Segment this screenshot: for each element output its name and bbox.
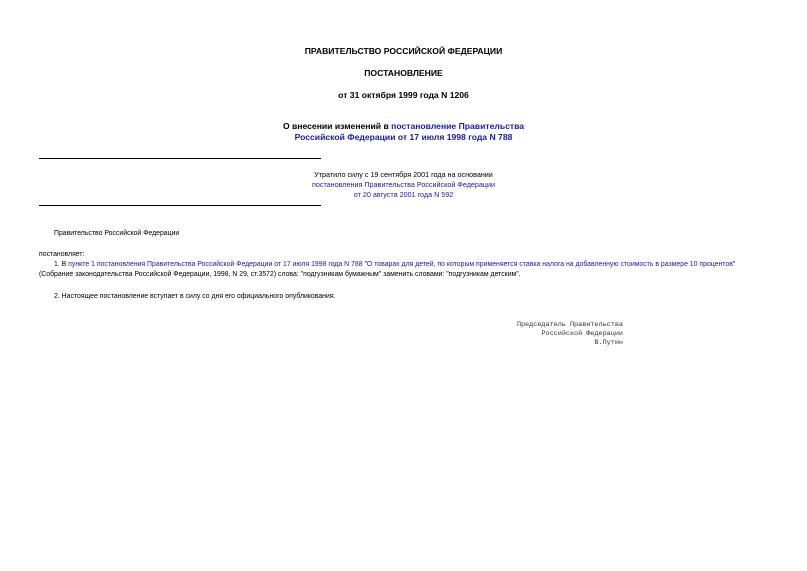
- title-prefix: О внесении изменений в: [282, 121, 392, 131]
- repeal-link-resolution-592[interactable]: постановления Правительства Российской Федерации: [311, 180, 496, 189]
- document-type-heading: ПОСТАНОВЛЕНИЕ: [364, 68, 443, 78]
- paragraph-1-continuation: (Собрание законодательства Российской Федерации, 1998, N 29, ст.3572) слова: "подгузникам бумажным" заменить словами: "подгузникам детским".: [39, 271, 521, 278]
- paragraph-1-link-point-1[interactable]: пункте 1: [68, 261, 95, 268]
- paragraph-1: 1. В пункте 1 постановления Правительства Российской Федерации от 17 июля 1998 года N 788 "О товарах для детей, по которым применяется ставка налога на добавленную стоимость в размере 10 процентов": [54, 261, 736, 268]
- government-heading: ПРАВИТЕЛЬСТВО РОССИЙСКОЙ ФЕДЕРАЦИИ: [304, 46, 503, 56]
- signature-organization: Российской Федерации: [541, 330, 623, 338]
- signature-title: Председатель Правительства: [516, 321, 623, 329]
- signature-name: В.Путин: [594, 339, 623, 347]
- document-title: [0, 121, 807, 143]
- top-divider: [39, 158, 321, 159]
- paragraph-1-link-resolution-788[interactable]: постановления Правительства Российской Федерации от 17 июля 1998 года N 788: [96, 261, 363, 268]
- title-link-resolution-788-date[interactable]: Российской Федерации от 17 июля 1998 года N 788: [294, 132, 513, 142]
- document-date-number: от 31 октября 1999 года N 1206: [338, 90, 469, 100]
- paragraph-1-prefix: 1. В: [54, 261, 69, 268]
- repeal-notice-text: Утратило силу с 19 сентября 2001 года на основании: [314, 170, 493, 179]
- repeal-notice: [0, 170, 807, 200]
- bottom-divider: [39, 205, 321, 206]
- paragraph-2: 2. Настоящее постановление вступает в силу со дня его официального опубликования.: [54, 293, 336, 300]
- signature-block: [517, 321, 623, 348]
- repeal-link-resolution-592-date[interactable]: от 20 августа 2001 года N 592: [353, 190, 454, 199]
- issuer-text: Правительство Российской Федерации: [54, 230, 180, 237]
- resolves-text: постановляет:: [39, 251, 85, 258]
- paragraph-1-link-children-goods[interactable]: О товарах для детей, по которым применяется ставка налога на добавленную стоимость в размере 10 процентов: [366, 261, 733, 268]
- title-link-resolution-788[interactable]: постановление Правительства: [391, 121, 525, 131]
